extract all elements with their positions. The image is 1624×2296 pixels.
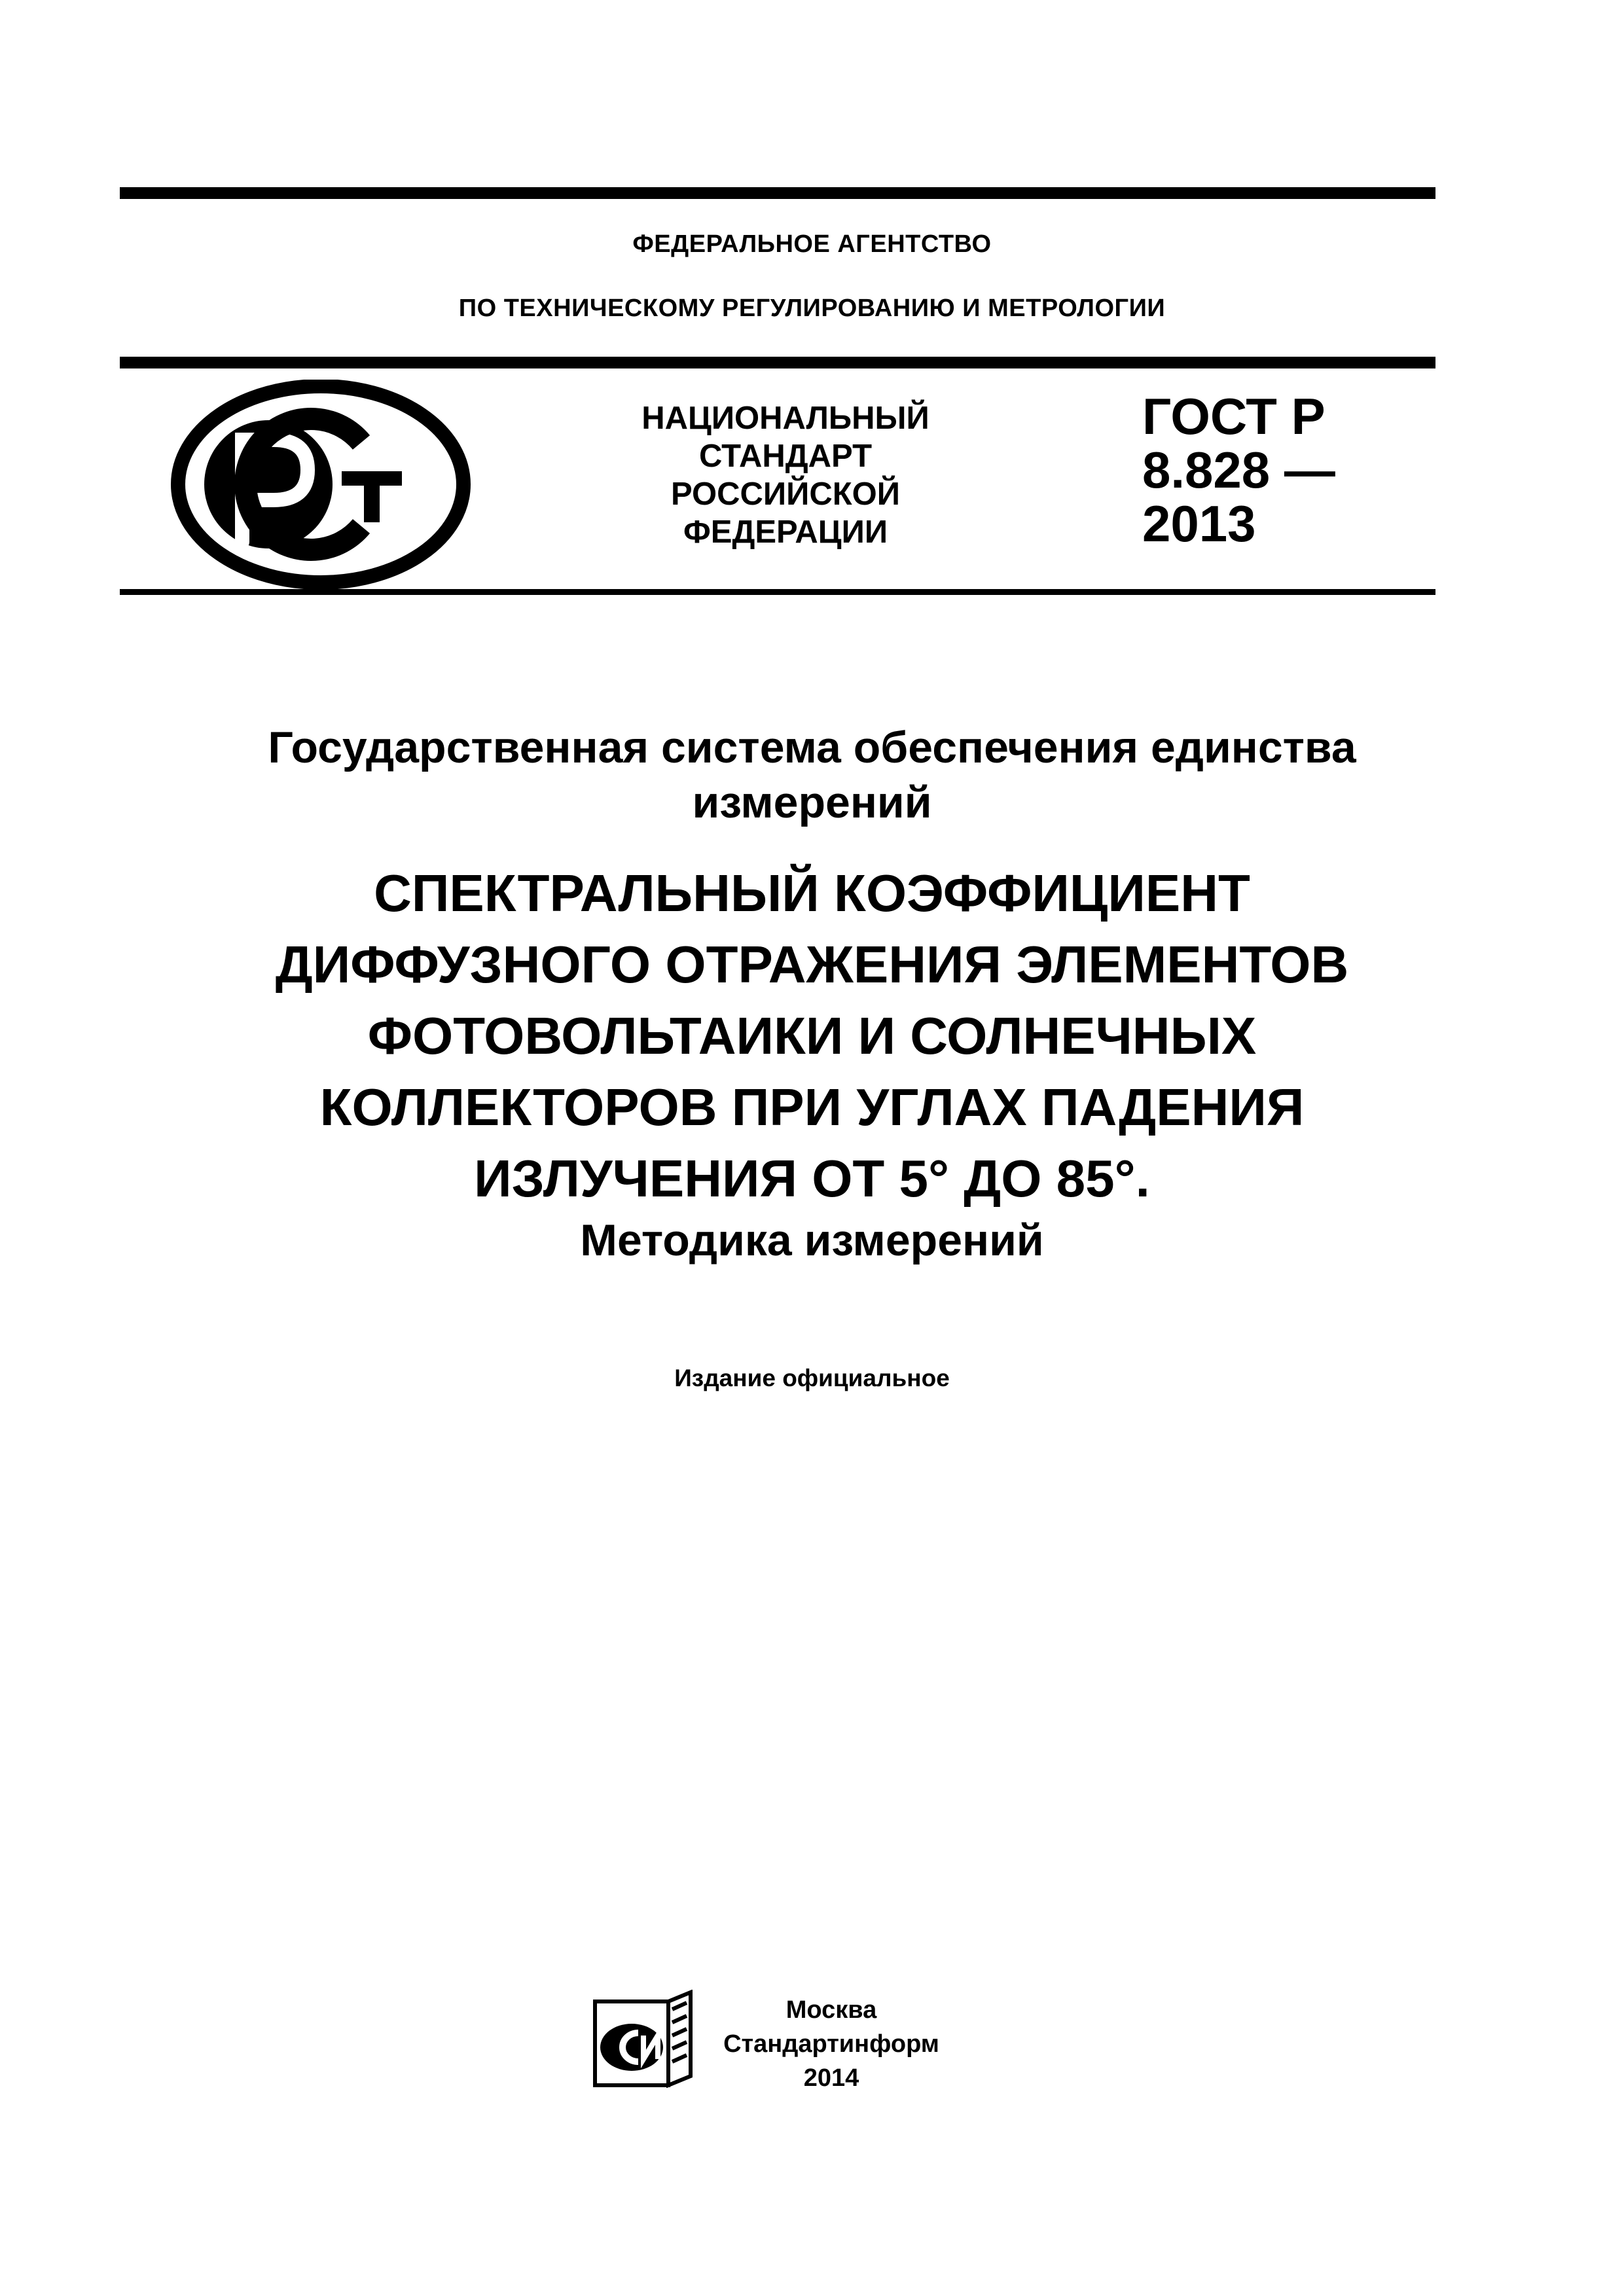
national-standard-label [563, 399, 1008, 551]
gost-line-2: 8.828 — [1142, 441, 1335, 499]
series-title [0, 720, 1624, 830]
gost-line-3: 2013 [1142, 495, 1256, 552]
national-standard-line-4: ФЕДЕРАЦИИ [683, 514, 888, 550]
rst-mark-icon [170, 380, 471, 589]
method-subtitle: Методика измерений [580, 1215, 1044, 1265]
title-line-3: ФОТОВОЛЬТАИКИ И СОЛНЕЧНЫХ [367, 1007, 1257, 1065]
national-standard-line-1: НАЦИОНАЛЬНЫЙ [641, 401, 929, 436]
publisher-block [713, 1993, 949, 2095]
title-line-4: КОЛЛЕКТОРОВ ПРИ УГЛАХ ПАДЕНИЯ [319, 1078, 1305, 1136]
title-line-1: СПЕКТРАЛЬНЫЙ КОЭФФИЦИЕНТ [374, 864, 1250, 922]
national-standard-line-3: РОССИЙСКОЙ [671, 476, 900, 512]
document-title [0, 857, 1624, 1214]
title-line-5: ИЗЛУЧЕНИЯ ОТ 5° ДО 85°. [474, 1149, 1150, 1208]
top-rule [120, 187, 1435, 199]
agency-rule [120, 357, 1435, 368]
series-line-1: Государственная система обеспечения единства [268, 723, 1356, 772]
publisher-name: Стандартинформ [723, 2030, 939, 2058]
header-bottom-rule [120, 589, 1435, 595]
title-line-2: ДИФФУЗНОГО ОТРАЖЕНИЯ ЭЛЕМЕНТОВ [275, 935, 1349, 994]
national-standard-line-2: СТАНДАРТ [698, 439, 873, 474]
agency-line-2: ПО ТЕХНИЧЕСКОМУ РЕГУЛИРОВАНИЮ И МЕТРОЛОГИИ [458, 295, 1166, 322]
publisher-year: 2014 [803, 2064, 859, 2092]
publisher-city: Москва [785, 1996, 877, 2024]
edition-label: Издание официальное [674, 1365, 950, 1391]
series-line-2: измерений [692, 778, 932, 827]
agency-line-1: ФЕДЕРАЛЬНОЕ АГЕНТСТВО [632, 230, 992, 258]
gost-line-1: ГОСТ Р [1142, 387, 1326, 445]
gost-designation [1142, 389, 1424, 550]
standartinform-logo-icon [592, 1990, 697, 2088]
